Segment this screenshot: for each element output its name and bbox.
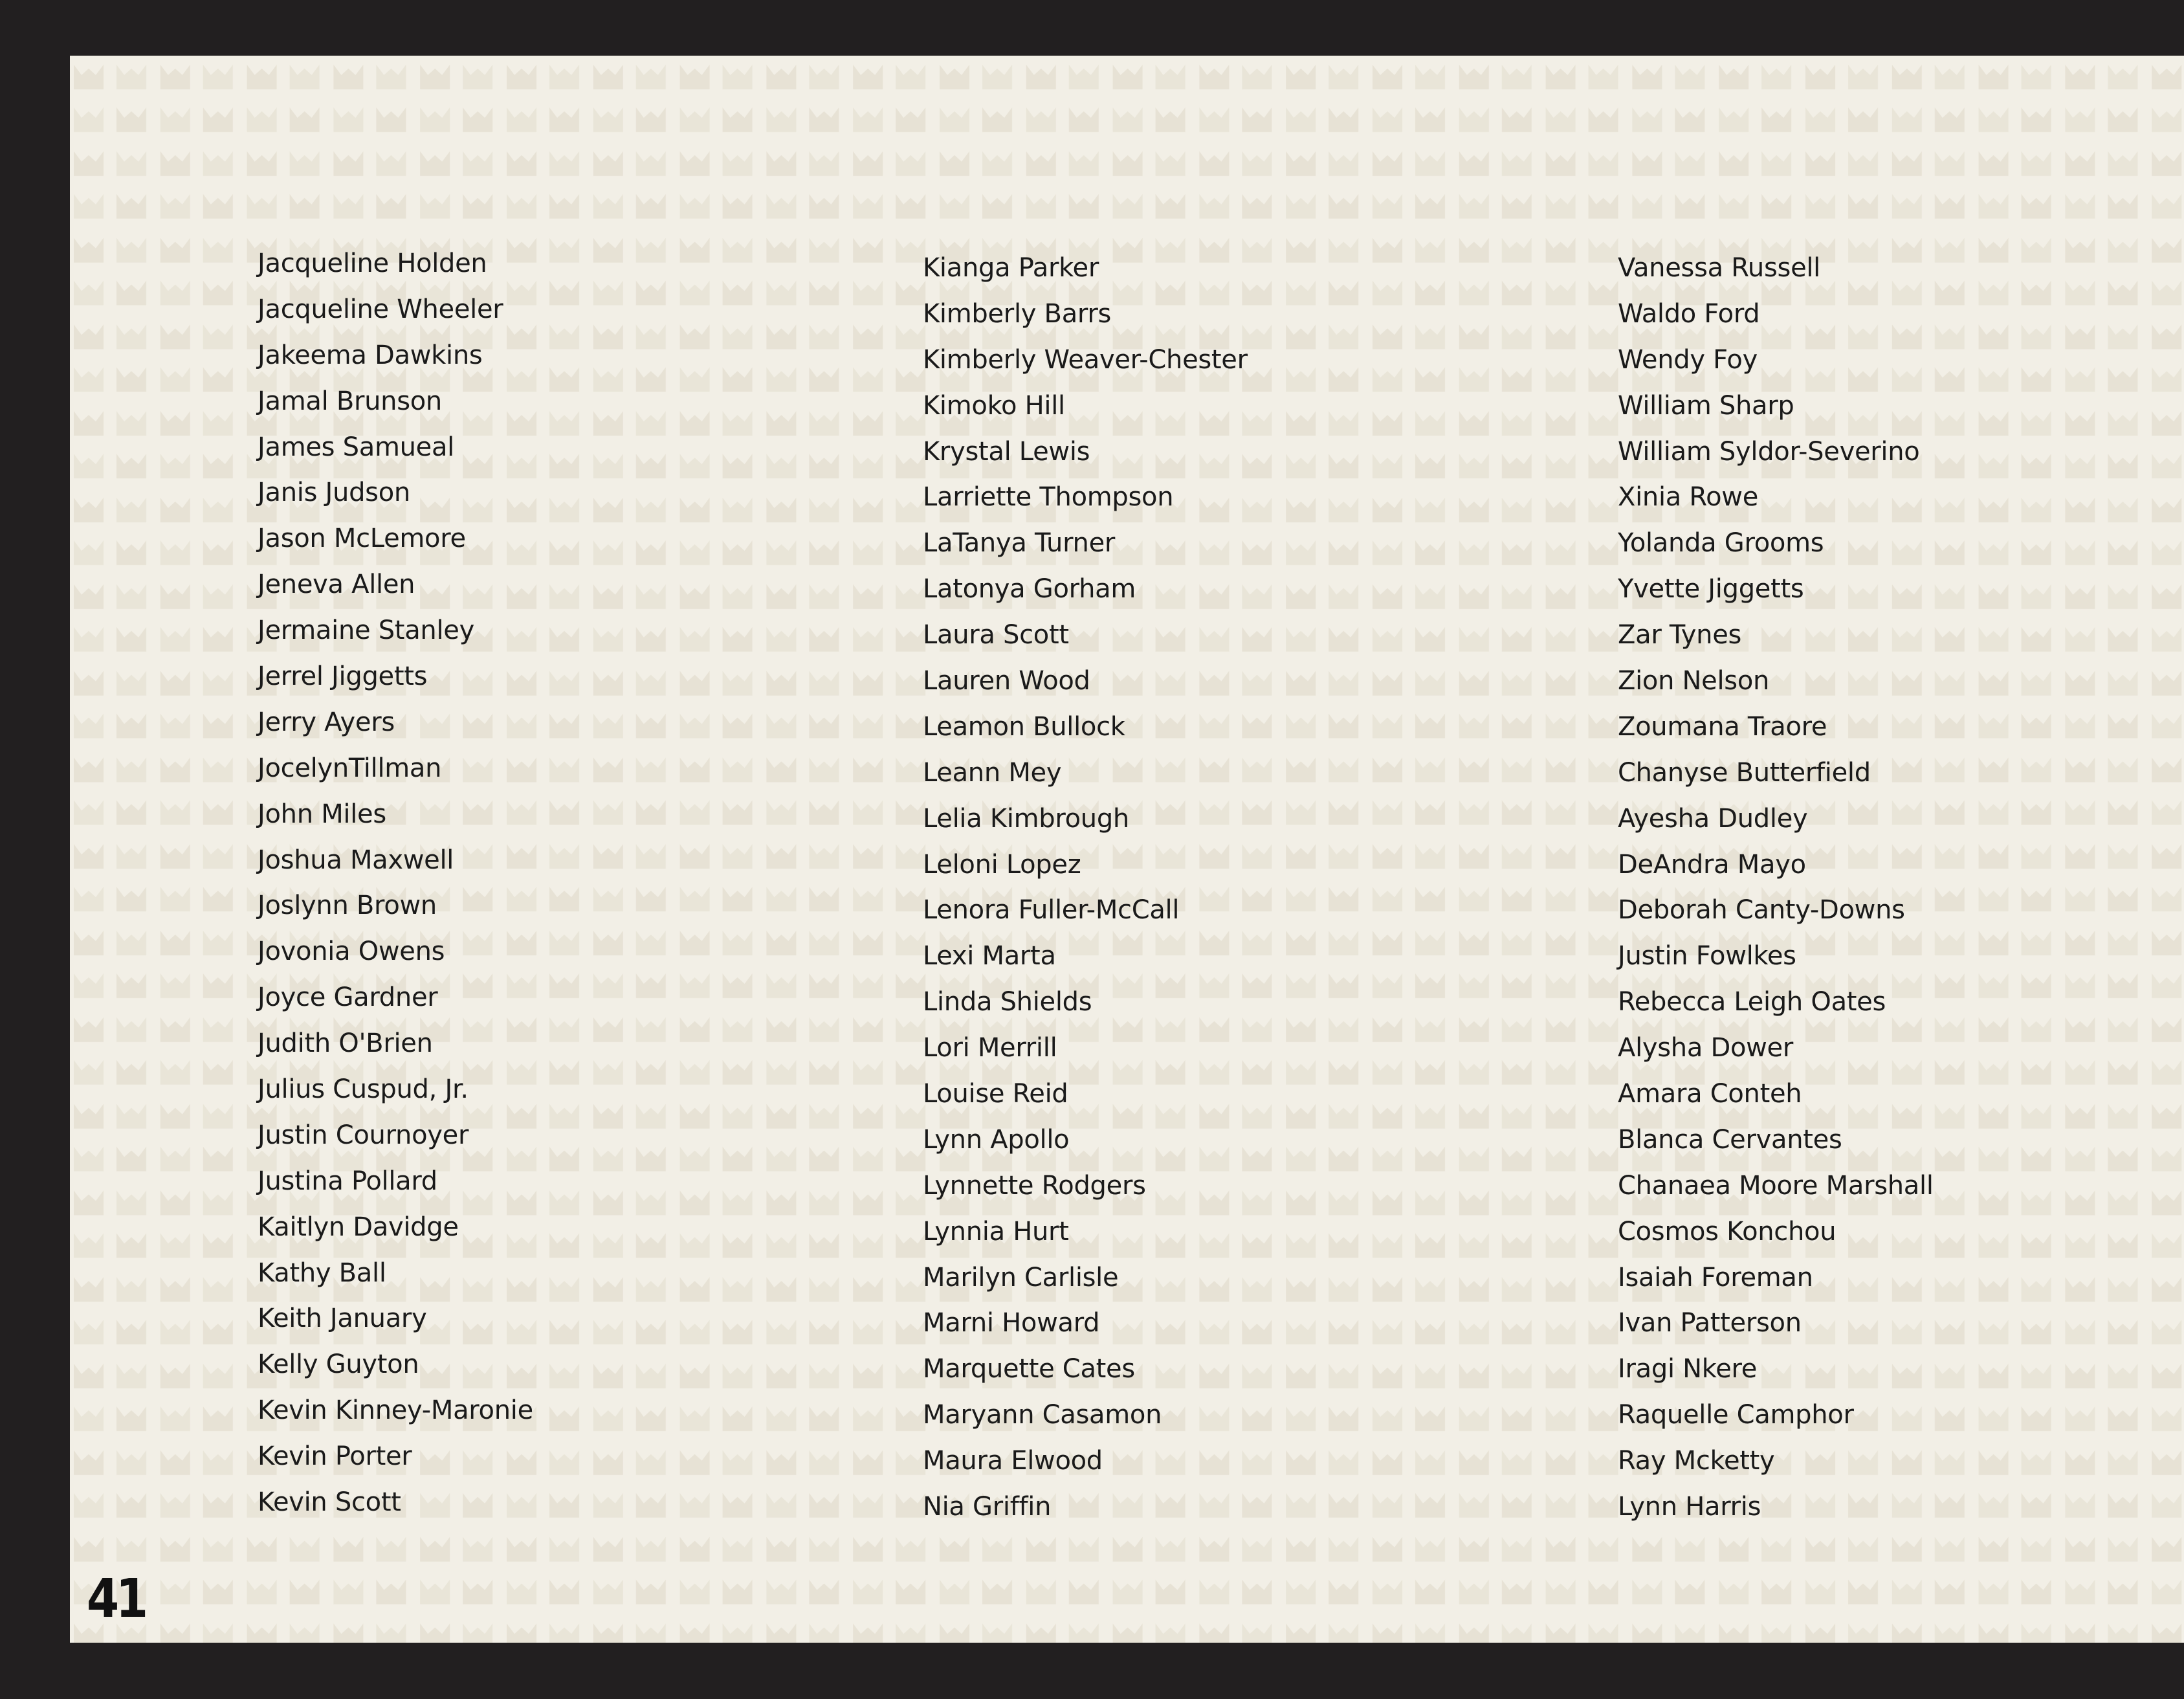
name-item: Waldo Ford (1618, 298, 1760, 329)
name-item: Leloni Lopez (923, 849, 1081, 880)
name-item: Jermaine Stanley (258, 616, 474, 646)
name-column-1 (258, 241, 533, 1526)
name-item: Kevin Porter (258, 1441, 412, 1472)
name-item: Lynn Apollo (923, 1124, 1070, 1155)
name-item: Lauren Wood (923, 666, 1090, 696)
name-item: Lori Merrill (923, 1033, 1057, 1063)
page-paper (70, 56, 2184, 1643)
name-item: Linda Shields (923, 987, 1092, 1017)
name-item: Zion Nelson (1618, 666, 1770, 696)
name-item: Jason McLemore (258, 524, 466, 554)
name-item: Leamon Bullock (923, 711, 1125, 742)
name-item: Wendy Foy (1618, 344, 1758, 375)
name-item: Lenora Fuller-McCall (923, 895, 1180, 926)
name-item: Marni Howard (923, 1308, 1100, 1338)
name-item: Zar Tynes (1618, 620, 1742, 650)
name-item: Yolanda Grooms (1618, 528, 1824, 559)
name-item: Kathy Ball (258, 1258, 386, 1288)
name-item: DeAndra Mayo (1618, 849, 1806, 880)
name-item: Marquette Cates (923, 1354, 1135, 1384)
name-item: Kaitlyn Davidge (258, 1212, 459, 1242)
name-item: Leann Mey (923, 757, 1062, 788)
name-item: Jerrel Jiggetts (258, 661, 428, 692)
name-item: LaTanya Turner (923, 528, 1116, 559)
name-item: Julius Cuspud, Jr. (258, 1074, 469, 1105)
name-item: Lynnette Rodgers (923, 1170, 1146, 1201)
name-item: Lynn Harris (1618, 1492, 1761, 1522)
name-item: Kelly Guyton (258, 1349, 419, 1380)
name-item: Laura Scott (923, 620, 1069, 650)
name-item: Kevin Kinney-Maronie (258, 1395, 533, 1426)
name-item: Rebecca Leigh Oates (1618, 987, 1886, 1017)
name-item: Kimberly Barrs (923, 298, 1112, 329)
name-column-2 (923, 245, 1248, 1530)
name-item: Chanyse Butterfield (1618, 757, 1871, 788)
name-item: Marilyn Carlisle (923, 1262, 1119, 1293)
name-item: Xinia Rowe (1618, 482, 1759, 513)
name-item: Krystal Lewis (923, 436, 1090, 467)
name-item: Isaiah Foreman (1618, 1262, 1813, 1293)
name-item: Maura Elwood (923, 1446, 1103, 1476)
name-item: Justin Fowlkes (1618, 941, 1796, 972)
name-item: Keith January (258, 1304, 427, 1334)
name-item: William Syldor-Severino (1618, 436, 1920, 467)
name-item: Ray Mcketty (1618, 1446, 1775, 1476)
name-item: Lelia Kimbrough (923, 803, 1129, 834)
name-item: JocelynTillman (258, 753, 442, 783)
name-column-3 (1618, 245, 1934, 1530)
name-item: Joshua Maxwell (258, 845, 454, 875)
name-item: Kimoko Hill (923, 390, 1065, 421)
name-item: Kimberly Weaver-Chester (923, 344, 1248, 375)
name-item: John Miles (258, 799, 386, 829)
name-item: Latonya Gorham (923, 574, 1136, 605)
name-item: Maryann Casamon (923, 1400, 1162, 1430)
name-item: Justina Pollard (258, 1166, 437, 1196)
name-item: Chanaea Moore Marshall (1618, 1170, 1934, 1201)
name-item: Vanessa Russell (1618, 253, 1821, 283)
name-item: Iragi Nkere (1618, 1354, 1758, 1384)
name-item: Jovonia Owens (258, 937, 445, 967)
name-item: Lynnia Hurt (923, 1216, 1069, 1247)
name-item: Janis Judson (258, 478, 410, 508)
name-item: Zoumana Traore (1618, 711, 1827, 742)
name-item: Yvette Jiggetts (1618, 574, 1804, 605)
name-item: Deborah Canty-Downs (1618, 895, 1905, 926)
name-item: Lexi Marta (923, 941, 1056, 972)
name-item: Louise Reid (923, 1079, 1068, 1109)
name-item: James Samueal (258, 432, 454, 462)
name-item: Jeneva Allen (258, 570, 415, 600)
name-item: Kevin Scott (258, 1487, 401, 1518)
name-item: Raquelle Camphor (1618, 1400, 1854, 1430)
name-item: Judith O'Brien (258, 1028, 433, 1059)
name-item: Ivan Patterson (1618, 1308, 1802, 1338)
name-item: Cosmos Konchou (1618, 1216, 1837, 1247)
name-item: Kianga Parker (923, 253, 1099, 283)
name-item: Amara Conteh (1618, 1079, 1802, 1109)
name-columns (70, 56, 2184, 1643)
name-item: Joyce Gardner (258, 983, 438, 1013)
name-item: Larriette Thompson (923, 482, 1174, 513)
name-item: Joslynn Brown (258, 891, 437, 921)
name-item: Jacqueline Holden (258, 249, 487, 278)
name-item: Jakeema Dawkins (258, 340, 483, 370)
name-item: Blanca Cervantes (1618, 1124, 1842, 1155)
page-number: 41 (87, 1568, 145, 1630)
name-item: Jamal Brunson (258, 386, 442, 416)
name-item: William Sharp (1618, 390, 1794, 421)
name-item: Alysha Dower (1618, 1033, 1794, 1063)
name-item: Jerry Ayers (258, 707, 395, 737)
name-item: Justin Cournoyer (258, 1120, 469, 1150)
name-item: Nia Griffin (923, 1492, 1052, 1522)
name-item: Jacqueline Wheeler (258, 294, 503, 324)
name-item: Ayesha Dudley (1618, 803, 1808, 834)
